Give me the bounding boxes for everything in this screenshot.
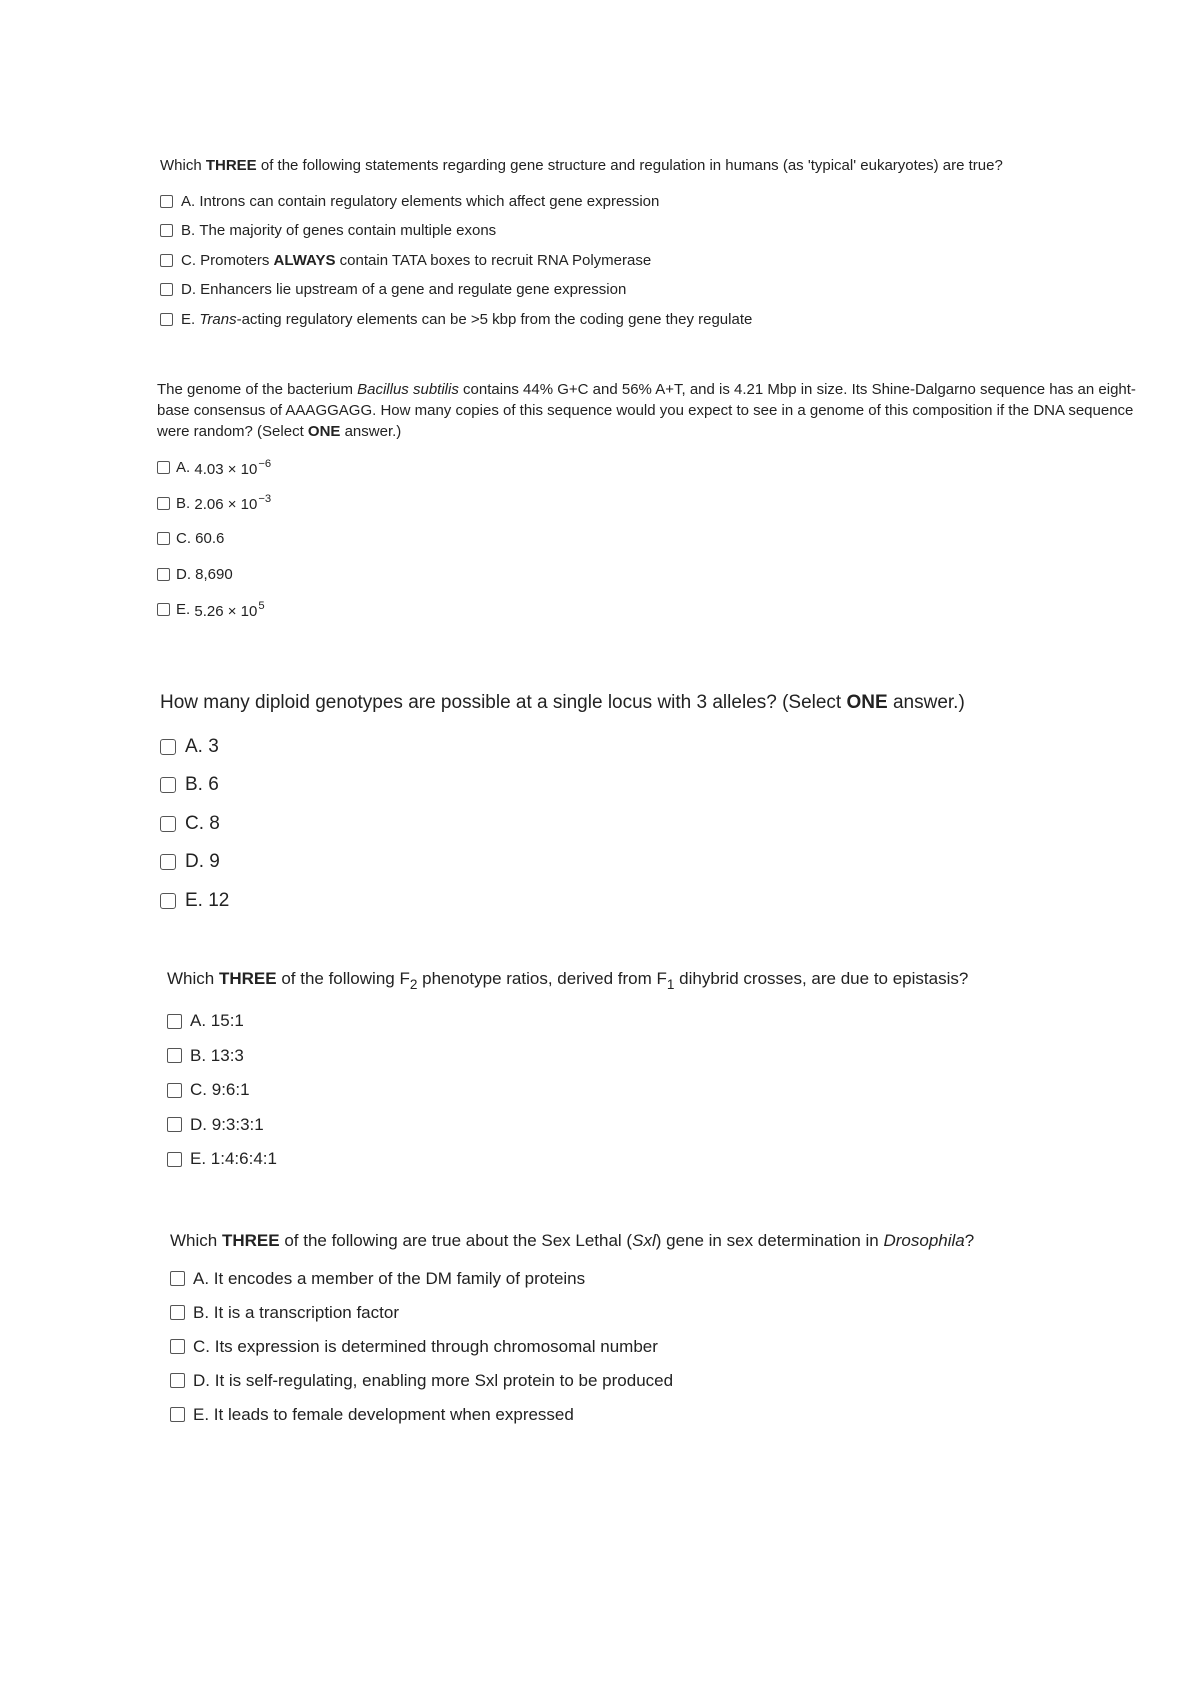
q2-option-a[interactable] — [157, 450, 1137, 486]
option-letter: E. — [185, 889, 203, 911]
q2-option-a-checkbox[interactable] — [157, 461, 170, 474]
option-letter: D. — [181, 281, 196, 298]
q1-option-c-checkbox[interactable] — [160, 254, 173, 267]
q1-option-e-checkbox[interactable] — [160, 313, 173, 326]
q2-option-c-checkbox[interactable] — [157, 532, 170, 545]
option-letter: B. — [185, 774, 203, 796]
q3-option-c-checkbox[interactable] — [160, 816, 176, 832]
question-5-stem: Which THREE of the following are true about the Sex Lethal (Sxl) gene in sex determination in Drosophila? — [170, 1231, 975, 1250]
q5-option-c-checkbox[interactable] — [170, 1339, 185, 1354]
option-text: 60.6 — [195, 530, 225, 548]
q4-option-c-checkbox[interactable] — [167, 1083, 182, 1098]
option-text: It encodes a member of the DM family of proteins — [213, 1268, 586, 1288]
option-letter: C. — [185, 812, 204, 834]
q5-option-b[interactable] — [170, 1296, 1170, 1330]
q2-option-e-checkbox[interactable] — [157, 603, 170, 616]
option-text: 8,690 — [195, 565, 233, 583]
option-text: 12 — [208, 889, 230, 911]
option-text: Its expression is determined through chromosomal number — [214, 1336, 658, 1356]
q3-option-d-checkbox[interactable] — [160, 854, 176, 870]
option-letter: A. — [190, 1011, 207, 1031]
option-text: 13:3 — [210, 1045, 244, 1065]
q4-option-d-checkbox[interactable] — [167, 1117, 182, 1132]
q2-option-b-checkbox[interactable] — [157, 497, 170, 510]
question-2-stem: The genome of the bacterium Bacillus subtilis contains 44% G+C and 56% A+T, and is 4.21 Mbp in size. Its Shine-Dalgarno sequence has an eight-base consensus of AAAGGAGG. How many copies of this sequence would you expect to see in a genome of this composition if the DNA sequence were random? (Select ONE answer.) — [157, 381, 1136, 440]
q1-option-c[interactable] — [160, 245, 1160, 275]
question-3-stem: How many diploid genotypes are possible at a single locus with 3 alleles? (Select ONE answer.) — [160, 692, 965, 713]
q3-option-e-checkbox[interactable] — [160, 893, 176, 909]
option-text: It is a transcription factor — [213, 1302, 399, 1322]
question-4 — [167, 968, 1167, 1177]
q3-option-d[interactable] — [160, 843, 1160, 882]
option-text: It is self-regulating, enabling more Sxl protein to be produced — [214, 1370, 674, 1390]
option-letter: D. — [185, 851, 204, 873]
question-5 — [170, 1230, 1170, 1432]
q4-option-d[interactable] — [167, 1108, 1167, 1143]
option-text: 8 — [209, 812, 220, 834]
option-letter: C. — [193, 1336, 210, 1356]
option-text: Promoters ALWAYS contain TATA boxes to recruit RNA Polymerase — [200, 251, 652, 269]
q4-option-e-checkbox[interactable] — [167, 1152, 182, 1167]
question-1-stem: Which THREE of the following statements regarding gene structure and regulation in humans (as 'typical' eukaryotes) are true? — [160, 157, 1003, 174]
q3-option-c[interactable] — [160, 805, 1160, 844]
q5-option-e[interactable] — [170, 1398, 1170, 1432]
option-letter: B. — [176, 494, 191, 512]
option-text: Trans-acting regulatory elements can be >5 kbp from the coding gene they regulate — [199, 310, 753, 328]
option-letter: C. — [176, 530, 191, 548]
q5-option-e-checkbox[interactable] — [170, 1407, 185, 1422]
option-text: $2.06 \times 10^{-3}$ — [194, 493, 272, 514]
option-letter: D. — [193, 1370, 210, 1390]
option-text: 15:1 — [210, 1011, 244, 1031]
q1-option-e[interactable] — [160, 304, 1160, 334]
option-letter: C. — [190, 1080, 207, 1100]
option-letter: D. — [190, 1114, 207, 1134]
q4-option-c[interactable] — [167, 1073, 1167, 1108]
q5-option-d-checkbox[interactable] — [170, 1373, 185, 1388]
option-text: $4.03 \times 10^{-6}$ — [194, 457, 272, 478]
q3-option-a-checkbox[interactable] — [160, 739, 176, 755]
q5-option-d[interactable] — [170, 1364, 1170, 1398]
option-text: The majority of genes contain multiple exons — [199, 222, 497, 239]
option-letter: D. — [176, 565, 191, 583]
q3-option-b-checkbox[interactable] — [160, 777, 176, 793]
option-text: 3 — [208, 735, 219, 757]
option-letter: A. — [181, 192, 196, 210]
q3-option-a[interactable] — [160, 728, 1160, 767]
option-letter: E. — [190, 1149, 207, 1169]
option-text: It leads to female development when expressed — [213, 1404, 574, 1424]
q2-option-c[interactable] — [157, 521, 1137, 557]
q1-option-a-checkbox[interactable] — [160, 195, 173, 208]
option-letter: E. — [193, 1404, 210, 1424]
option-letter: A. — [176, 459, 191, 477]
question-1 — [160, 156, 1160, 334]
q3-option-e[interactable] — [160, 882, 1160, 921]
q2-option-d[interactable] — [157, 557, 1137, 593]
question-3 — [160, 690, 1160, 920]
q5-option-a[interactable] — [170, 1262, 1170, 1296]
option-text: 6 — [208, 774, 219, 796]
option-letter: B. — [193, 1302, 210, 1322]
option-text: 1:4:6:4:1 — [210, 1149, 277, 1169]
option-text: $5.26 \times 10^5$ — [194, 599, 265, 620]
option-letter: A. — [185, 735, 203, 757]
q1-option-b-checkbox[interactable] — [160, 224, 173, 237]
option-text: Introns can contain regulatory elements which affect gene expression — [199, 192, 660, 210]
question-4-stem: Which THREE of the following $F_2$ phenotype ratios, derived from $F_1$ dihybrid crosses, are due to epistasis? — [167, 969, 969, 992]
option-text: Enhancers lie upstream of a gene and regulate gene expression — [200, 281, 627, 298]
question-2 — [157, 379, 1137, 628]
option-letter: E. — [176, 601, 191, 619]
q2-option-d-checkbox[interactable] — [157, 568, 170, 581]
q5-option-c[interactable] — [170, 1330, 1170, 1364]
option-letter: C. — [181, 251, 196, 269]
q1-option-a[interactable] — [160, 186, 1160, 216]
q4-option-b[interactable] — [167, 1039, 1167, 1074]
q3-option-b[interactable] — [160, 766, 1160, 805]
q4-option-e[interactable] — [167, 1142, 1167, 1177]
option-text: 9 — [209, 851, 220, 873]
q2-option-b[interactable] — [157, 486, 1137, 522]
q4-option-a-checkbox[interactable] — [167, 1014, 182, 1029]
q1-option-d-checkbox[interactable] — [160, 283, 173, 296]
option-letter: B. — [181, 222, 196, 239]
option-letter: A. — [193, 1268, 210, 1288]
q5-option-b-checkbox[interactable] — [170, 1305, 185, 1320]
option-letter: E. — [181, 310, 196, 328]
option-text: 9:3:3:1 — [211, 1114, 264, 1134]
option-letter: B. — [190, 1045, 207, 1065]
q1-option-d[interactable] — [160, 275, 1160, 305]
q4-option-a[interactable] — [167, 1004, 1167, 1039]
option-text: 9:6:1 — [211, 1080, 250, 1100]
q2-option-e[interactable] — [157, 592, 1137, 628]
q1-option-b[interactable] — [160, 216, 1160, 246]
q4-option-b-checkbox[interactable] — [167, 1048, 182, 1063]
q5-option-a-checkbox[interactable] — [170, 1271, 185, 1286]
